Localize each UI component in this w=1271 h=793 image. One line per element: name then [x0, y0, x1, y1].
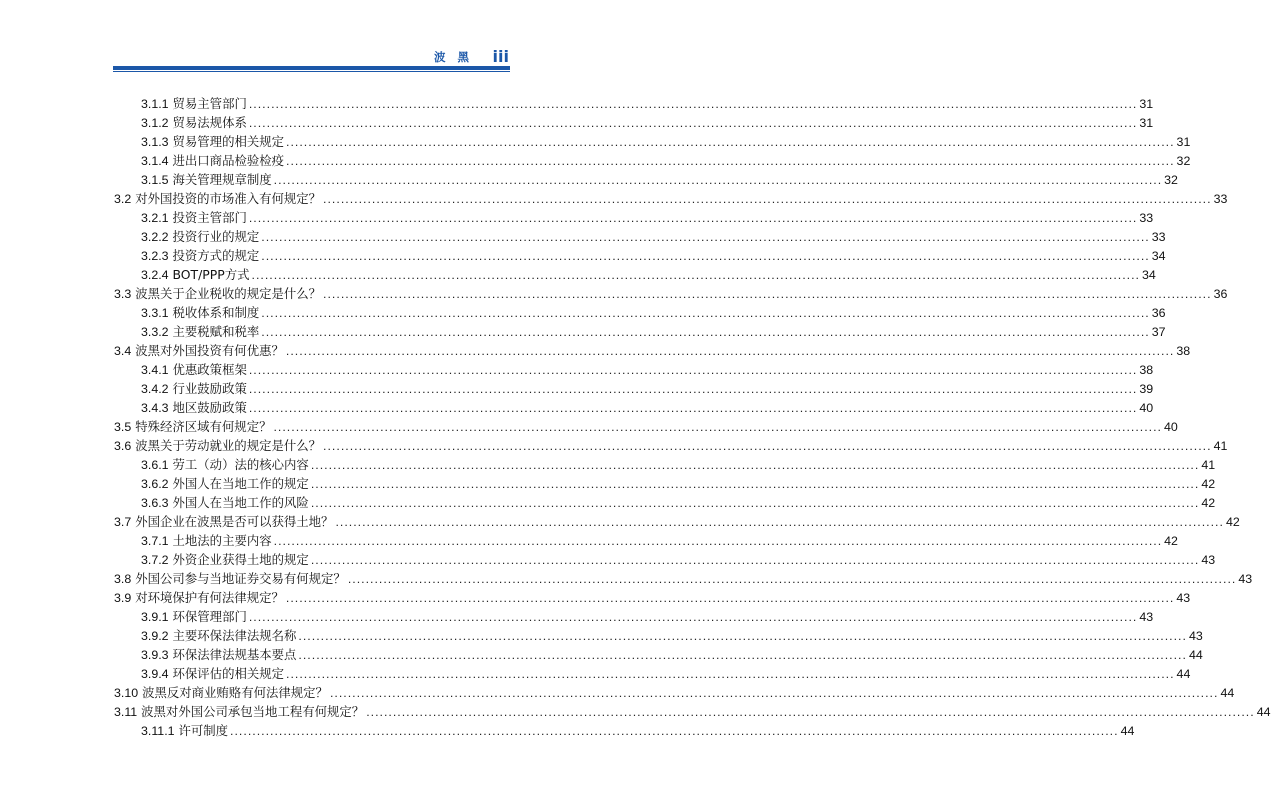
toc-entry-page: 42 [1164, 534, 1178, 548]
toc-entry-number: 3.1.4 [141, 154, 169, 168]
toc-entry-number: 3.7.1 [141, 534, 169, 548]
toc-entry-title: 行业鼓励政策 [172, 381, 247, 396]
dot-leader: ........................................................................................................................................................................................................ [261, 249, 1150, 263]
toc-entry-page: 40 [1164, 420, 1178, 434]
page-header [0, 0, 559, 80]
toc-entry-page: 43 [1176, 591, 1191, 605]
dot-leader: ........................................................................................................................................................................................................ [261, 306, 1150, 320]
toc-entry-title: 贸易法规体系 [172, 115, 247, 130]
dot-leader: ........................................................................................................................................................................................................ [310, 553, 1200, 567]
toc-entry-page: 37 [1151, 325, 1166, 339]
dot-leader: ........................................................................................................................................................................................................ [248, 401, 1138, 415]
toc-entry[interactable] [141, 608, 1154, 627]
toc-entry-title: 投资主管部门 [172, 210, 247, 225]
toc-entry[interactable] [141, 247, 1166, 266]
toc-entry-title: 贸易管理的相关规定 [172, 134, 285, 149]
toc-entry-page: 43 [1201, 553, 1216, 567]
dot-leader: ........................................................................................................................................................................................................ [329, 686, 1219, 700]
toc-entry[interactable] [141, 399, 1154, 418]
toc-entry-page: 33 [1151, 230, 1166, 244]
dot-leader: ........................................................................................................................................................................................................ [248, 363, 1138, 377]
toc-entry-number: 3.9.3 [141, 648, 169, 662]
toc-entry-page: 42 [1201, 477, 1216, 491]
toc-entry-page: 41 [1213, 439, 1228, 453]
dot-leader: ........................................................................................................................................................................................................ [285, 344, 1175, 358]
toc-entry-title: 地区鼓励政策 [172, 400, 247, 415]
toc-entry-number: 3.6.3 [141, 496, 169, 510]
toc-entry[interactable] [141, 171, 1178, 190]
toc-entry[interactable] [141, 627, 1203, 646]
dot-leader: ........................................................................................................................................................................................................ [286, 154, 1175, 168]
toc-entry-number: 3.3.1 [141, 306, 169, 320]
dot-leader: ........................................................................................................................................................................................................ [310, 477, 1200, 491]
toc-entry[interactable] [114, 437, 1228, 456]
dot-leader: ........................................................................................................................................................................................................ [273, 420, 1162, 434]
dot-leader: ........................................................................................................................................................................................................ [323, 192, 1212, 206]
toc-entry-title: 土地法的主要内容 [172, 533, 272, 548]
toc-entry-page: 32 [1164, 173, 1178, 187]
toc-entry[interactable] [114, 570, 1253, 589]
toc-entry-page: 44 [1188, 648, 1203, 662]
toc-entry-page: 41 [1201, 458, 1216, 472]
dot-leader: ........................................................................................................................................................................................................ [347, 572, 1237, 586]
toc-entry-number: 3.1.3 [141, 135, 169, 149]
toc-entry[interactable] [141, 380, 1154, 399]
toc-entry-number: 3.7.2 [141, 553, 169, 567]
toc-entry[interactable] [141, 266, 1156, 285]
dot-leader: ........................................................................................................................................................................................................ [248, 382, 1138, 396]
dot-leader: ........................................................................................................................................................................................................ [230, 724, 1119, 738]
dot-leader: ........................................................................................................................................................................................................ [298, 648, 1187, 662]
toc-entry-page: 34 [1142, 268, 1156, 282]
toc-entry[interactable] [141, 722, 1135, 741]
toc-entry[interactable] [114, 684, 1235, 703]
toc-entry[interactable] [141, 665, 1191, 684]
toc-entry[interactable] [141, 152, 1191, 171]
dot-leader: ........................................................................................................................................................................................................ [286, 667, 1175, 681]
toc-entry-title: 波黑对外国公司承包当地工程有何规定？ [141, 704, 365, 719]
dot-leader: ........................................................................................................................................................................................................ [285, 591, 1175, 605]
toc-entry-title: 环保法律法规基本要点 [172, 647, 297, 662]
toc-entry[interactable] [114, 190, 1228, 209]
toc-entry-page: 44 [1220, 686, 1235, 700]
toc-entry-number: 3.5 [114, 420, 132, 434]
toc-entry-number: 3.2.4 [141, 268, 169, 282]
toc-entry[interactable] [114, 342, 1191, 361]
toc-entry[interactable] [141, 114, 1154, 133]
toc-entry-title: 优惠政策框架 [172, 362, 247, 377]
toc-entry-number: 3.7 [114, 515, 132, 529]
toc-entry-number: 3.4 [114, 344, 132, 358]
toc-entry-page: 38 [1139, 363, 1154, 377]
toc-entry-title: 投资行业的规定 [172, 229, 260, 244]
toc-entry-number: 3.3 [114, 287, 132, 301]
toc-entry-number: 3.2.2 [141, 230, 169, 244]
toc-entry-page: 39 [1139, 382, 1154, 396]
toc-entry[interactable] [141, 646, 1203, 665]
dot-leader: ........................................................................................................................................................................................................ [286, 135, 1175, 149]
toc-entry[interactable] [141, 494, 1216, 513]
dot-leader: ........................................................................................................................................................................................................ [248, 116, 1138, 130]
dot-leader: ........................................................................................................................................................................................................ [248, 211, 1138, 225]
toc-entry-page: 42 [1225, 515, 1240, 529]
toc-entry-number: 3.6 [114, 439, 132, 453]
toc-entry-title: 外国企业在波黑是否可以获得土地？ [135, 514, 334, 529]
toc-entry-title: 对环境保护有何法律规定？ [135, 590, 284, 605]
toc-entry-title: 投资方式的规定 [172, 248, 260, 263]
toc-entry[interactable] [141, 532, 1178, 551]
toc-entry-title: 波黑关于企业税收的规定是什么？ [135, 286, 322, 301]
toc-entry-number: 3.6.2 [141, 477, 169, 491]
toc-entry-page: 33 [1213, 192, 1228, 206]
toc-entry-page: 44 [1176, 667, 1191, 681]
toc-entry-number: 3.9.2 [141, 629, 169, 643]
toc-entry-title: 波黑对外国投资有何优惠？ [135, 343, 284, 358]
toc-entry-number: 3.4.1 [141, 363, 169, 377]
toc-entry-title: 进出口商品检验检疫 [172, 153, 285, 168]
dot-leader: ........................................................................................................................................................................................................ [261, 325, 1150, 339]
dot-leader: ........................................................................................................................................................................................................ [310, 496, 1200, 510]
toc-entry-page: 31 [1176, 135, 1191, 149]
toc-entry[interactable] [114, 418, 1178, 437]
toc-entry[interactable] [141, 551, 1216, 570]
toc-entry-number: 3.9.1 [141, 610, 169, 624]
toc-entry-page: 40 [1139, 401, 1154, 415]
toc-entry-page: 33 [1139, 211, 1154, 225]
toc-entry[interactable] [114, 589, 1191, 608]
toc-entry[interactable] [141, 361, 1154, 380]
header-rule-thin [113, 71, 510, 72]
toc-entry-page: 43 [1139, 610, 1154, 624]
page-number: iii [492, 47, 509, 66]
toc-entry[interactable] [141, 133, 1191, 152]
dot-leader: ........................................................................................................................................................................................................ [273, 173, 1163, 187]
toc-entry-title: 贸易主管部门 [172, 96, 247, 111]
toc-entry-title: 税收体系和制度 [172, 305, 260, 320]
dot-leader: ........................................................................................................................................................................................................ [323, 439, 1212, 453]
toc-entry[interactable] [141, 456, 1216, 475]
toc-entry-number: 3.8 [114, 572, 132, 586]
toc-entry[interactable] [141, 304, 1166, 323]
toc-entry-page: 44 [1256, 705, 1271, 719]
toc-entry-title: 外国人在当地工作的风险 [172, 495, 309, 510]
toc-entry-title: 外国公司参与当地证券交易有何规定？ [135, 571, 346, 586]
toc-entry-title: 对外国投资的市场准入有何规定？ [135, 191, 322, 206]
toc-entry-title: 海关管理规章制度 [172, 172, 272, 187]
dot-leader: ........................................................................................................................................................................................................ [335, 515, 1224, 529]
toc-entry-page: 31 [1139, 97, 1154, 111]
toc-entry-number: 3.2 [114, 192, 132, 206]
toc-entry-title: 主要环保法律法规名称 [172, 628, 297, 643]
toc-entry-number: 3.4.3 [141, 401, 169, 415]
toc-entry-number: 3.10 [114, 686, 139, 700]
dot-leader: ........................................................................................................................................................................................................ [323, 287, 1212, 301]
toc-entry-number: 3.2.1 [141, 211, 169, 225]
toc-entry[interactable] [141, 209, 1154, 228]
toc-entry-page: 36 [1213, 287, 1228, 301]
toc-entry-page: 43 [1238, 572, 1253, 586]
toc-entry-number: 3.1.1 [141, 97, 169, 111]
toc-entry-title: 许可制度 [178, 723, 229, 738]
toc-entry-number: 3.4.2 [141, 382, 169, 396]
toc-entry-title: 波黑关于劳动就业的规定是什么？ [135, 438, 322, 453]
dot-leader: ........................................................................................................................................................................................................ [310, 458, 1200, 472]
header-rule-thick [113, 66, 510, 70]
toc-entry-page: 43 [1188, 629, 1203, 643]
toc-entry[interactable] [114, 285, 1228, 304]
toc-entry[interactable] [141, 95, 1154, 114]
toc-entry-number: 3.11 [114, 705, 138, 719]
dot-leader: ........................................................................................................................................................................................................ [298, 629, 1187, 643]
toc-entry-title: 特殊经济区域有何规定？ [135, 419, 272, 434]
toc-entry-number: 3.1.2 [141, 116, 169, 130]
toc-entry-number: 3.6.1 [141, 458, 169, 472]
toc-entry-number: 3.3.2 [141, 325, 169, 339]
dot-leader: ........................................................................................................................................................................................................ [261, 230, 1150, 244]
dot-leader: ........................................................................................................................................................................................................ [251, 268, 1141, 282]
toc-entry-number: 3.1.5 [141, 173, 169, 187]
dot-leader: ........................................................................................................................................................................................................ [366, 705, 1255, 719]
toc-entry[interactable] [141, 228, 1166, 247]
toc-entry[interactable] [141, 323, 1166, 342]
toc-entry-page: 44 [1120, 724, 1135, 738]
toc-entry-title: BOT/PPP方式 [172, 267, 250, 282]
toc-entry-page: 31 [1139, 116, 1154, 130]
toc-entry-title: 劳工（动）法的核心内容 [172, 457, 309, 472]
toc-entry-title: 外国人在当地工作的规定 [172, 476, 309, 491]
toc-entry-page: 42 [1201, 496, 1216, 510]
toc-entry-title: 主要税赋和税率 [172, 324, 260, 339]
toc-entry-title: 环保评估的相关规定 [172, 666, 285, 681]
toc-entry-page: 36 [1151, 306, 1166, 320]
toc-entry[interactable] [114, 513, 1240, 532]
toc-entry-number: 3.11.1 [141, 724, 175, 738]
toc-entry-number: 3.2.3 [141, 249, 169, 263]
toc-entry-title: 外资企业获得土地的规定 [172, 552, 309, 567]
toc-entry[interactable] [141, 475, 1216, 494]
dot-leader: ........................................................................................................................................................................................................ [273, 534, 1163, 548]
dot-leader: ........................................................................................................................................................................................................ [248, 610, 1138, 624]
toc-entry-number: 3.9.4 [141, 667, 169, 681]
toc-entry-title: 波黑反对商业贿赂有何法律规定？ [142, 685, 328, 700]
toc-entry[interactable] [114, 703, 1271, 722]
toc-entry-page: 38 [1176, 344, 1191, 358]
running-header-title: 波 黑 [433, 50, 473, 64]
toc-entry-title: 环保管理部门 [172, 609, 247, 624]
toc-entry-page: 32 [1176, 154, 1191, 168]
toc-entry-page: 34 [1151, 249, 1166, 263]
toc-entry-number: 3.9 [114, 591, 132, 605]
dot-leader: ........................................................................................................................................................................................................ [248, 97, 1138, 111]
